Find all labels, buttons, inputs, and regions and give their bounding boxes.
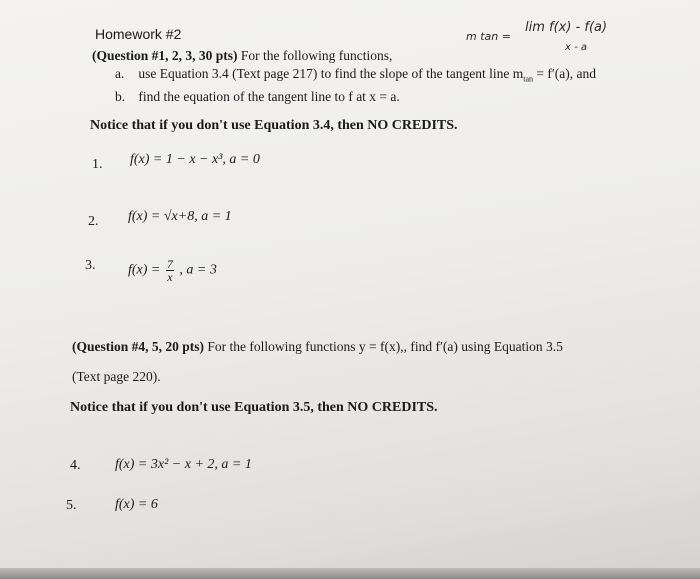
problem-2-number: 2.	[88, 214, 99, 229]
instruction-a-text: use Equation 3.4 (Text page 217) to find the slope of the tangent line m	[138, 66, 524, 81]
question-1-heading	[92, 49, 392, 64]
problem-3-prefix: f(x) =	[128, 262, 161, 278]
problem-3-suffix: , a = 3	[179, 262, 217, 278]
question-4-text-line2: (Text page 220).	[72, 369, 161, 384]
instruction-b	[115, 90, 400, 105]
instruction-a-subscript: tan	[523, 74, 533, 84]
instruction-a	[115, 67, 596, 84]
instruction-b-text: find the equation of the tangent line to f at x = a.	[138, 89, 400, 104]
instruction-a-marker: a.	[115, 66, 125, 81]
handwritten-mtan: m tan =	[466, 30, 511, 43]
question-1-lead: (Question #1, 2, 3, 30 pts)	[92, 48, 238, 63]
fraction-denominator: x	[167, 270, 173, 284]
notice-equation-3-4: Notice that if you don't use Equation 3.4, then NO CREDITS.	[90, 118, 458, 133]
question-4-text: For the following functions y = f(x),, find f′(a) using Equation 3.5	[207, 339, 563, 354]
problem-1-function: f(x) = 1 − x − x³, a = 0	[130, 152, 260, 167]
page-title: Homework #2	[95, 26, 182, 42]
problem-4-function: f(x) = 3x² − x + 2, a = 1	[115, 457, 252, 472]
question-4-heading	[72, 340, 563, 355]
question-1-text: For the following functions,	[240, 48, 393, 63]
problem-4-number: 4.	[70, 458, 81, 473]
problem-5-number: 5.	[66, 498, 77, 513]
problem-3-fraction	[166, 258, 174, 283]
handwritten-limit-numerator: lim f(x) - f(a)	[525, 20, 608, 35]
problem-2-function: f(x) = √x+8, a = 1	[128, 209, 232, 224]
fraction-numerator: 7	[166, 257, 173, 271]
page-bottom-edge	[0, 568, 700, 579]
instruction-b-marker: b.	[115, 89, 126, 104]
notice-equation-3-5: Notice that if you don't use Equation 3.5, then NO CREDITS.	[70, 400, 438, 415]
question-4-lead: (Question #4, 5, 20 pts)	[72, 339, 205, 354]
problem-1-number: 1.	[92, 157, 103, 172]
problem-3-function	[128, 258, 217, 283]
handwritten-limit-denominator: x - a	[565, 42, 588, 53]
instruction-a-tail: = f′(a), and	[536, 66, 597, 81]
problem-3-number: 3.	[85, 258, 96, 273]
problem-5-function: f(x) = 6	[115, 497, 158, 512]
